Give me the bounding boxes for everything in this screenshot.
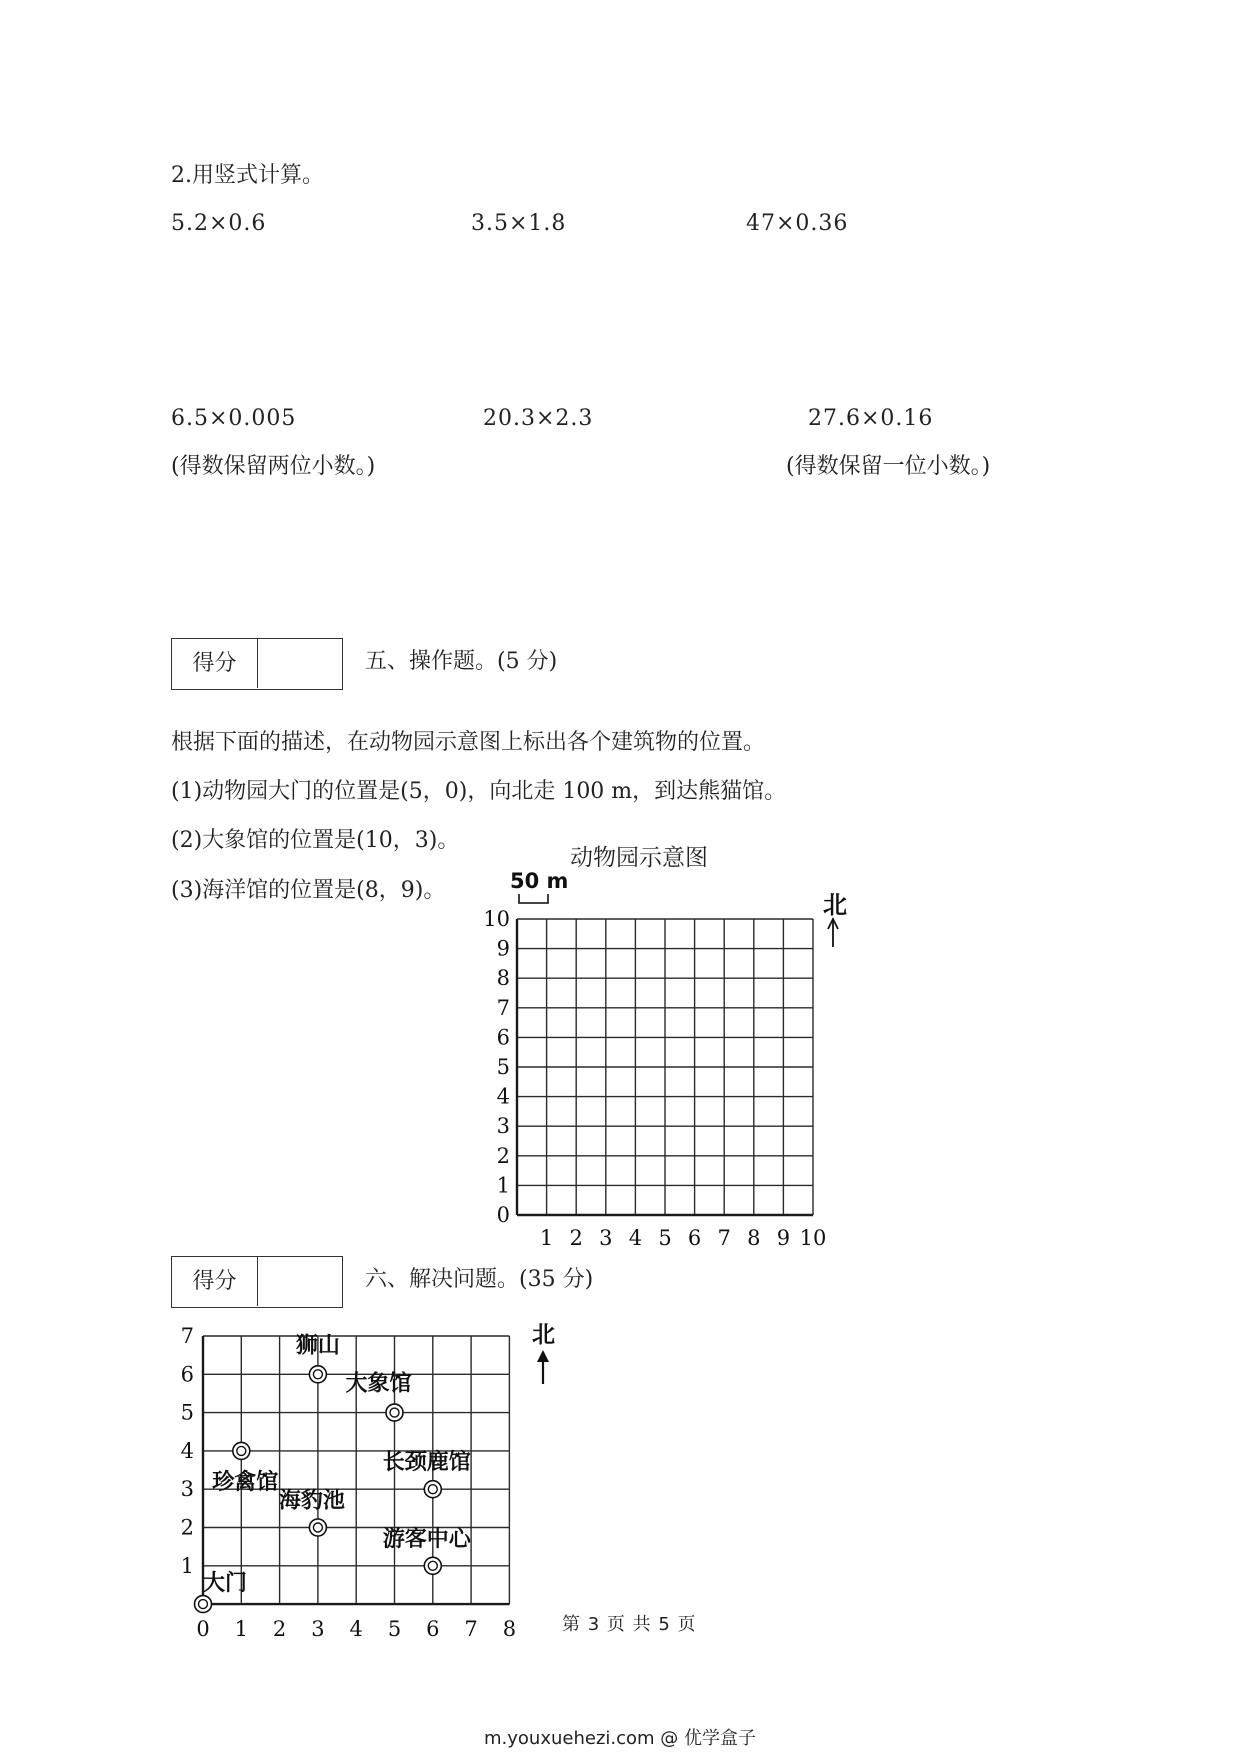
zoo-map-title: 动物园示意图 [570,845,708,871]
x-tick-label: 2 [569,1226,583,1250]
y-tick-label: 1 [496,1173,510,1198]
score-box-6 [171,1256,343,1308]
place-marker-icon [386,1404,403,1421]
calc-section-title: 2.用竖式计算。 [171,163,324,188]
y-tick-label: 2 [496,1143,510,1168]
section5-item-1: (1)动物园大门的位置是(5，0)，向北走 100 m，到达熊猫馆。 [171,779,787,804]
x-tick-label: 7 [717,1226,731,1250]
y-tick-label: 9 [496,936,510,961]
place-marker-icon [309,1366,326,1383]
scale-label: 50 m [510,869,569,893]
page-number: 第 3 页 共 5 页 [562,1614,697,1635]
x-tick-label: 5 [658,1226,672,1250]
score-box-5 [171,638,343,690]
zoo-y-ticks [483,907,510,1227]
x-tick-label: 7 [464,1617,478,1642]
x-tick-label: 1 [234,1617,248,1642]
park-places [195,1333,472,1612]
x-tick-label: 0 [196,1617,210,1642]
scale-bar [519,894,548,903]
y-tick-label: 10 [483,907,510,931]
y-tick-label: 7 [496,995,510,1020]
place-label: 游客中心 [382,1526,471,1552]
watermark: m.youxuehezi.com @ 优学盒子 [484,1728,757,1749]
calc-problem-5: 20.3×2.3 [483,406,594,431]
y-tick-label: 5 [180,1400,194,1425]
section5-item-3: (3)海洋馆的位置是(8，9)。 [171,878,446,903]
x-tick-label: 5 [387,1617,402,1642]
section6-heading: 六、解决问题。(35 分) [365,1267,594,1292]
x-tick-label: 6 [687,1226,702,1250]
x-tick-label: 3 [599,1226,613,1250]
score-value-field[interactable] [258,639,341,688]
calc-note-right: (得数保留一位小数。) [786,454,991,479]
place-label: 大门 [203,1571,248,1597]
north-label: 北 [823,891,847,919]
calc-note-left: (得数保留两位小数。) [171,454,376,479]
y-tick-label: 0 [496,1203,510,1227]
place-label: 海豹池 [278,1488,345,1514]
park-x-ticks [196,1617,516,1641]
x-tick-label: 6 [426,1617,440,1642]
x-tick-label: 9 [776,1226,791,1250]
y-tick-label: 2 [180,1515,194,1540]
place-label: 珍禽馆 [212,1469,279,1495]
y-tick-label: 4 [180,1438,194,1463]
place-marker-icon [233,1442,250,1459]
park-y-ticks [181,1324,194,1578]
y-tick-label: 5 [496,1055,510,1079]
y-tick-label: 6 [180,1362,194,1387]
x-tick-label: 2 [272,1617,287,1642]
x-tick-label: 8 [747,1226,761,1250]
place-label: 狮山 [295,1333,340,1359]
place-label: 长颈鹿馆 [382,1450,471,1476]
place-marker-icon [309,1519,326,1536]
north-label: 北 [532,1322,555,1348]
calc-problem-2: 3.5×1.8 [471,211,567,236]
park-grid-map [170,1318,570,1653]
zoo-grid-lines [517,919,813,1215]
calc-problem-6: 27.6×0.16 [808,406,934,431]
score-label: 得分 [172,1257,258,1306]
y-tick-label: 4 [496,1084,510,1109]
calc-problem-4: 6.5×0.005 [171,406,297,431]
y-tick-label: 6 [496,1025,510,1050]
x-tick-label: 1 [539,1226,554,1250]
place-marker-icon [424,1481,441,1498]
zoo-grid-map [470,865,870,1255]
place-marker-icon [195,1596,212,1613]
section5-intro: 根据下面的描述，在动物园示意图上标出各个建筑物的位置。 [171,730,766,755]
y-tick-label: 8 [496,966,510,991]
x-tick-label: 4 [349,1617,363,1642]
north-arrowhead-icon [537,1350,549,1362]
score-label: 得分 [172,639,258,688]
x-tick-label: 4 [628,1226,643,1250]
y-tick-label: 7 [180,1324,194,1348]
x-tick-label: 8 [502,1617,517,1642]
section5-heading: 五、操作题。(5 分) [365,649,558,674]
y-tick-label: 1 [180,1553,194,1578]
place-label: 大象馆 [345,1371,412,1397]
place-marker-icon [424,1557,441,1574]
x-tick-label: 10 [799,1226,827,1250]
zoo-x-ticks [540,1226,826,1250]
calc-problem-3: 47×0.36 [746,211,849,236]
section5-item-2: (2)大象馆的位置是(10，3)。 [171,828,460,853]
y-tick-label: 3 [180,1477,194,1502]
x-tick-label: 3 [311,1617,325,1642]
y-tick-label: 3 [496,1114,510,1139]
score-value-field[interactable] [258,1257,341,1306]
calc-problem-1: 5.2×0.6 [171,211,267,236]
